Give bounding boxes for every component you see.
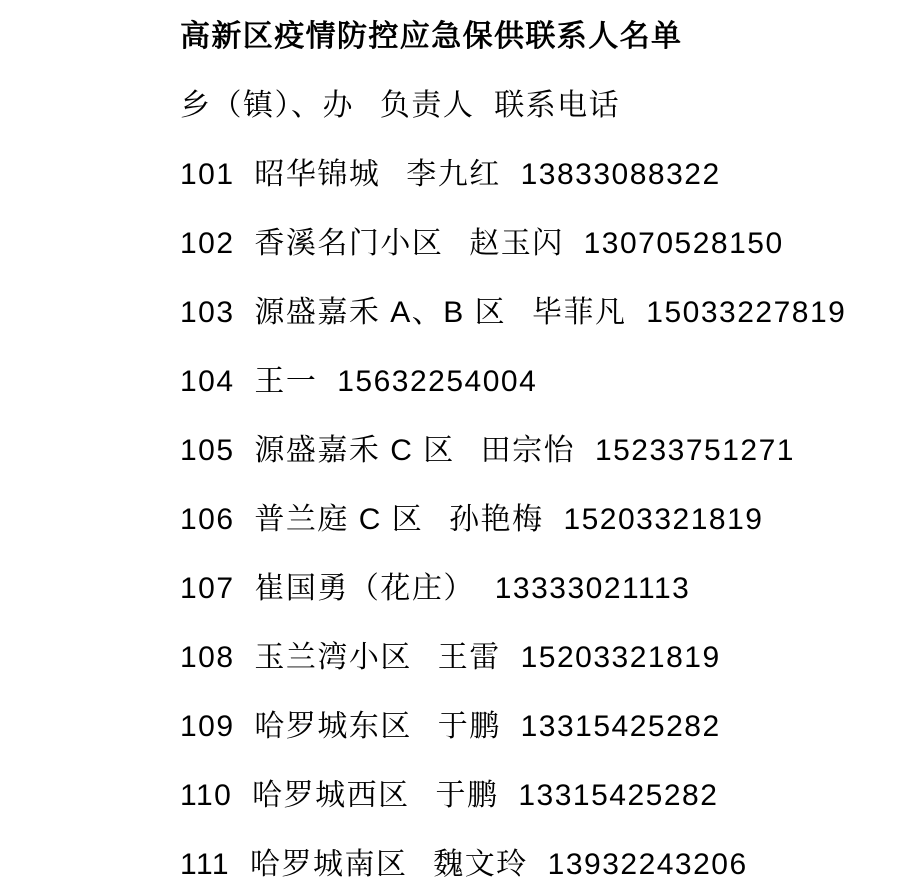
place-name: 香溪名门小区	[254, 227, 444, 260]
phone-number: 15632254004	[337, 365, 538, 398]
row-number: 104	[180, 365, 235, 398]
row-number: 111	[180, 848, 231, 881]
phone-number: 13833088322	[520, 158, 721, 191]
row-number: 102	[180, 227, 235, 260]
row-number: 106	[180, 503, 235, 536]
row-number: 110	[180, 779, 233, 812]
phone-number: 15233751271	[594, 434, 795, 467]
contact-name: 田宗怡	[480, 434, 576, 467]
row-number: 105	[180, 434, 235, 467]
column-header-row	[180, 71, 914, 140]
phone-number: 15033227819	[646, 296, 847, 329]
place-name: 哈罗城南区	[249, 848, 408, 881]
row-number: 109	[180, 710, 235, 743]
phone-number: 15203321819	[563, 503, 764, 536]
phone-number: 13333021113	[494, 572, 691, 605]
header-phone-label: 联系电话	[494, 89, 621, 122]
contact-name: 于鹏	[437, 710, 501, 743]
row-number: 107	[180, 572, 235, 605]
contact-name: 崔国勇（花庄）	[254, 572, 475, 605]
contact-name: 王雷	[437, 641, 501, 674]
contact-name: 魏文玲	[433, 848, 528, 881]
phone-number: 13932243206	[547, 848, 748, 881]
row-number: 101	[180, 158, 235, 191]
contact-name: 李九红	[406, 158, 501, 191]
contact-row	[180, 209, 914, 278]
place-name: 源盛嘉禾 C 区	[254, 434, 455, 467]
phone-number: 13070528150	[583, 227, 784, 260]
place-name: 玉兰湾小区	[254, 641, 412, 674]
header-person-label: 负责人	[379, 89, 475, 122]
row-number: 103	[180, 296, 235, 329]
row-number: 108	[180, 641, 235, 674]
place-name: 普兰庭 C 区	[254, 503, 424, 536]
contact-row	[180, 761, 914, 830]
page-title: 高新区疫情防控应急保供联系人名单	[180, 20, 683, 53]
phone-number: 13315425282	[520, 710, 721, 743]
contact-row	[180, 692, 914, 761]
contact-name: 于鹏	[435, 779, 499, 812]
contact-row	[180, 485, 914, 554]
contact-row	[180, 140, 914, 209]
contact-row	[180, 830, 914, 895]
header-area-label: 乡（镇）、办	[180, 89, 354, 122]
contact-row	[180, 416, 914, 485]
contact-row	[180, 347, 914, 416]
place-name: 昭华锦城	[254, 158, 381, 191]
contact-name: 赵玉闪	[469, 227, 564, 260]
phone-number: 13315425282	[518, 779, 719, 812]
contact-row	[180, 278, 914, 347]
contact-row	[180, 554, 914, 623]
place-name: 源盛嘉禾 A、B 区	[254, 296, 507, 329]
phone-number: 15203321819	[520, 641, 721, 674]
contact-name: 王一	[254, 365, 318, 398]
contact-name: 毕菲凡	[531, 296, 627, 329]
contact-row	[180, 623, 914, 692]
place-name: 哈罗城东区	[254, 710, 412, 743]
place-name: 哈罗城西区	[252, 779, 410, 812]
contact-name: 孙艳梅	[449, 503, 544, 536]
